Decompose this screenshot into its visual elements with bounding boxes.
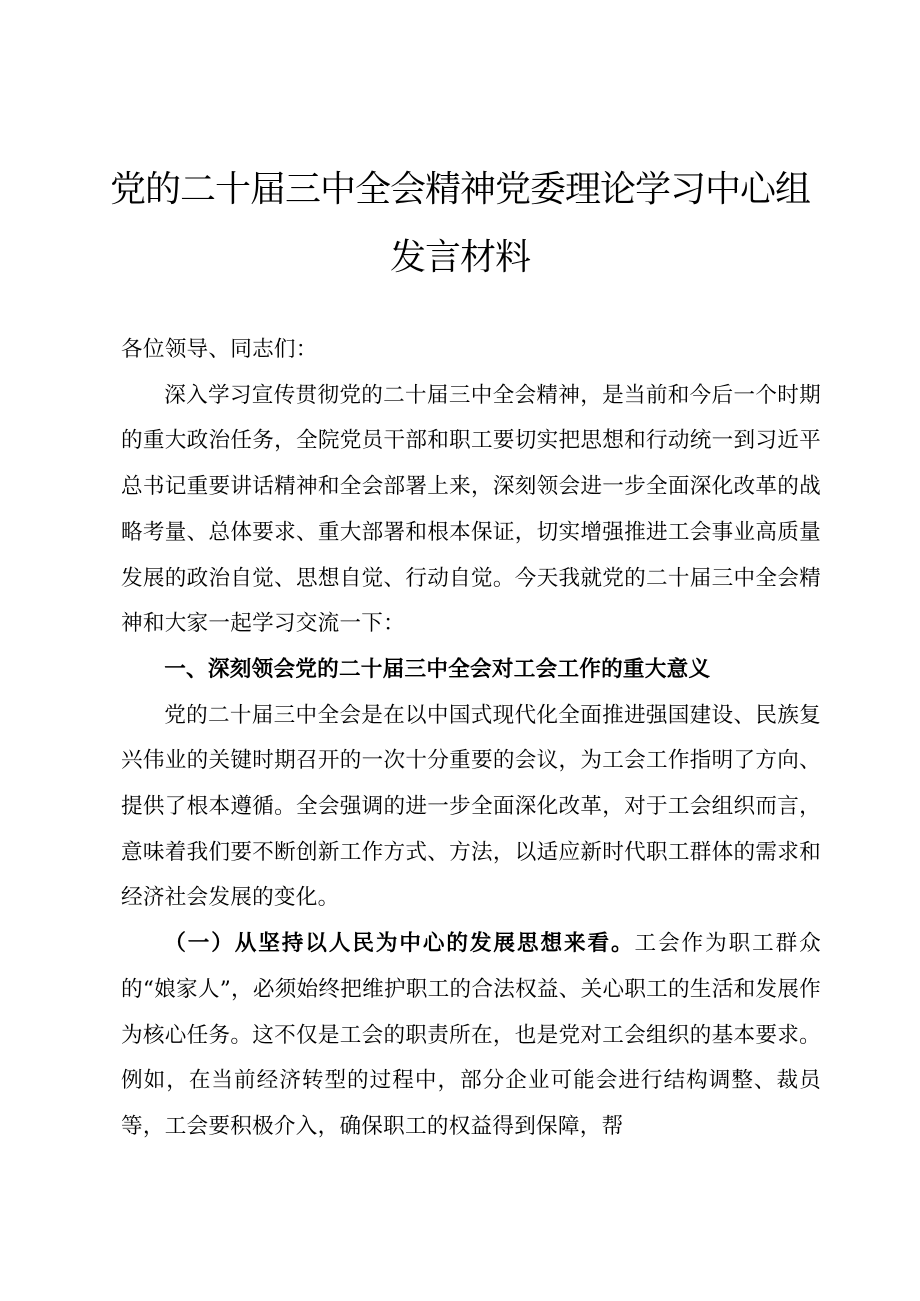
- subsection-1-lead: （一）从坚持以人民为中心的发展思想来看。: [164, 931, 635, 957]
- salutation: 各位领导、同志们：: [121, 337, 318, 362]
- document-title-line-2: 发言材料: [389, 237, 530, 278]
- document-body: [121, 327, 821, 1150]
- section-1-heading: 一、深刻领会党的二十届三中全会对工会工作的重大意义: [164, 656, 711, 682]
- intro-paragraph: 深入学习宣传贯彻党的二十届三中全会精神，是当前和今后一个时期的重大政治任务，全院党员干部和职工要切实把思想和行动统一到习近平总书记重要讲话精神和全会部署上来，深刻领会进一步全面深化改革的战略考量、总体要求、重大部署和根本保证，切实增强推进工会事业高质量发展的政治自觉、思想自觉、行动自觉。今天我就党的二十届三中全会精神和大家一起学习交流一下：: [121, 382, 821, 637]
- document-title-line-1: 党的二十届三中全会精神党委理论学习中心组: [109, 169, 810, 210]
- subsection-1-paragraph: [121, 921, 821, 1150]
- section-1-paragraph: 党的二十届三中全会是在以中国式现代化全面推进强国建设、民族复兴伟业的关键时期召开的一次十分重要的会议，为工会工作指明了方向、提供了根本遵循。全会强调的进一步全面深化改革，对于工会组织而言，意味着我们要不断创新工作方式、方法，以适应新时代职工群体的需求和经济社会发展的变化。: [121, 702, 821, 911]
- subsection-1-text: 工会作为职工群众的“娘家人”，必须始终把维护职工的合法权益、关心职工的生活和发展作为核心任务。这不仅是工会的职责所在，也是党对工会组织的基本要求。例如，在当前经济转型的过程中，部分企业可能会进行结构调整、裁员等，工会要积极介入，确保职工的权益得到保障，帮: [121, 931, 821, 1139]
